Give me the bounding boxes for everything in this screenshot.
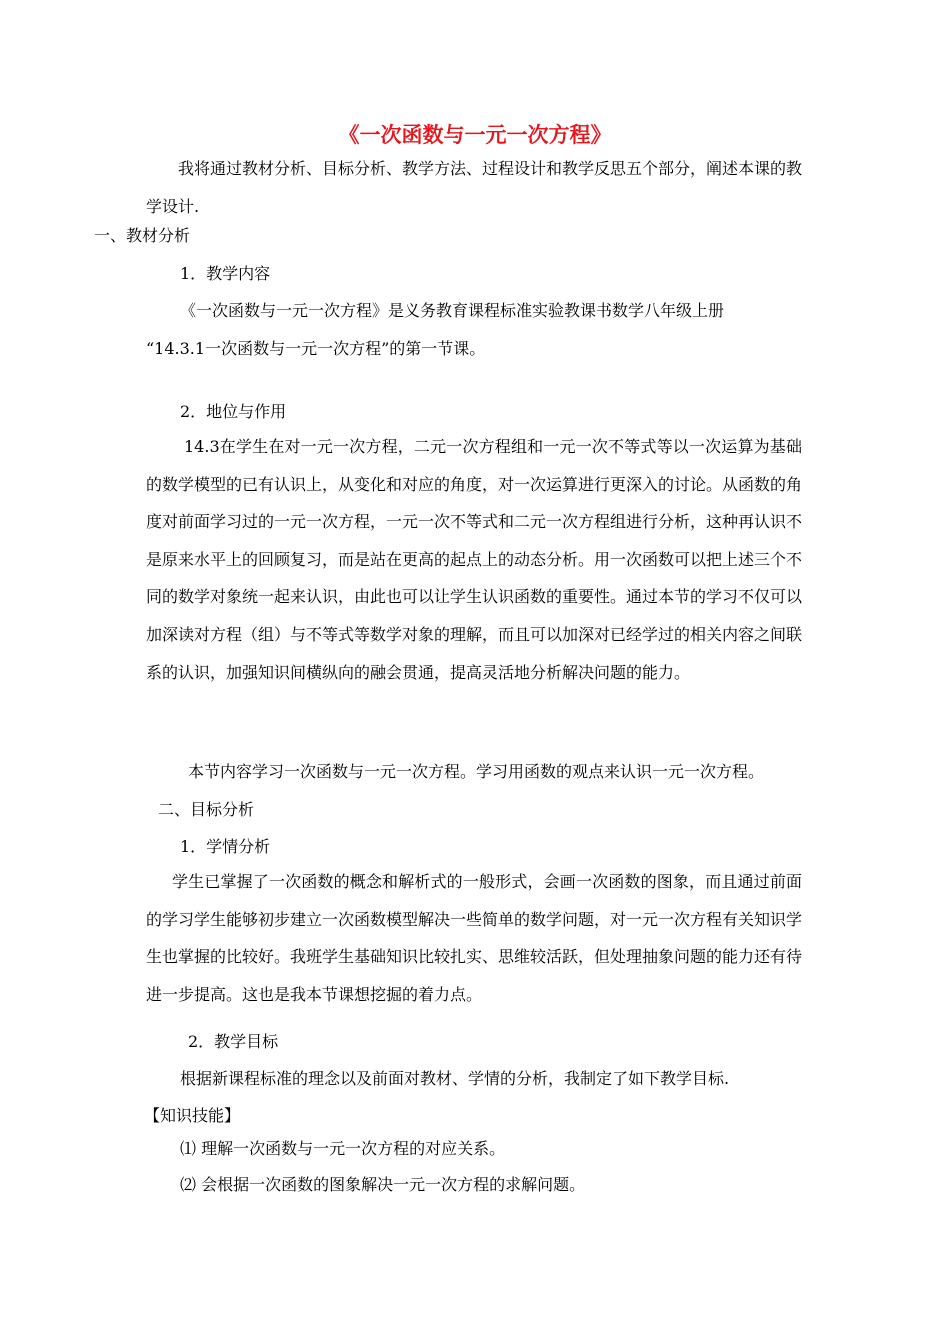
status-and-role-paragraph: 14.3在学生在对一元一次方程，二元一次方程组和一元一次不等式等以一次运算为基础的数学模型的已有认识上，从变化和对应的角度，对一次运算进行更深入的讨论。从函数的角度对前面学习过的一元一次方程，一元一次不等式和二元一次方程组进行分析，这种再认识不是原来水平上的回顾复习，而是站在更高的起点上的动态分析。用一次函数可以把上述三个不同的数学对象统一起来认识，由此也可以让学生认识函数的重要性。通过本节的学习不仅可以加深读对方程（组）与不等式等数学对象的理解，而且可以加深对已经学过的相关内容之间联系的认识，加强知识间横纵向的融会贯通，提高灵活地分析解决问题的能力。 [146,437,803,682]
section-heading-goal-analysis: 二、目标分析 [158,800,255,819]
section-heading-textbook-analysis: 一、教材分析 [94,226,191,245]
section-summary: 本节内容学习一次函数与一元一次方程。学习用函数的观点来认识一元一次方程。 [188,762,765,781]
page-title: 《一次函数与一元一次方程》 [338,123,612,147]
goal-item-1: ⑴ 理解一次函数与一元一次方程的对应关系。 [180,1139,506,1158]
subheading-teaching-content: 1．教学内容 [180,264,271,283]
teaching-content-line-1: 《一次函数与一元一次方程》是义务教育课程标准实验教课书数学八年级上册 [180,301,725,320]
subheading-teaching-goals: 2．教学目标 [188,1032,279,1051]
intro-paragraph: 我将通过教材分析、目标分析、教学方法、过程设计和教学反思五个部分，阐述本课的教学设计. [146,159,803,216]
teaching-goals-intro: 根据新课程标准的理念以及前面对教材、学情的分析，我制定了如下教学目标. [180,1069,730,1088]
subheading-status-and-role: 2．地位与作用 [180,402,287,421]
subheading-learner-analysis: 1．学情分析 [180,837,271,856]
teaching-content-line-2: “14.3.1一次函数与一元一次方程”的第一节课。 [146,339,486,358]
knowledge-skills-heading: 【知识技能】 [144,1106,241,1125]
learner-analysis-paragraph: 学生已掌握了一次函数的概念和解析式的一般形式，会画一次函数的图象，而且通过前面的学习学生能够初步建立一次函数模型解决一些简单的数学问题，对一元一次方程有关知识学生也掌握的比较好。我班学生基础知识比较扎实、思维较活跃，但处理抽象问题的能力还有待进一步提高。这也是我本节课想挖掘的着力点。 [146,872,803,1004]
goal-item-2: ⑵ 会根据一次函数的图象解决一元一次方程的求解问题。 [180,1175,586,1194]
